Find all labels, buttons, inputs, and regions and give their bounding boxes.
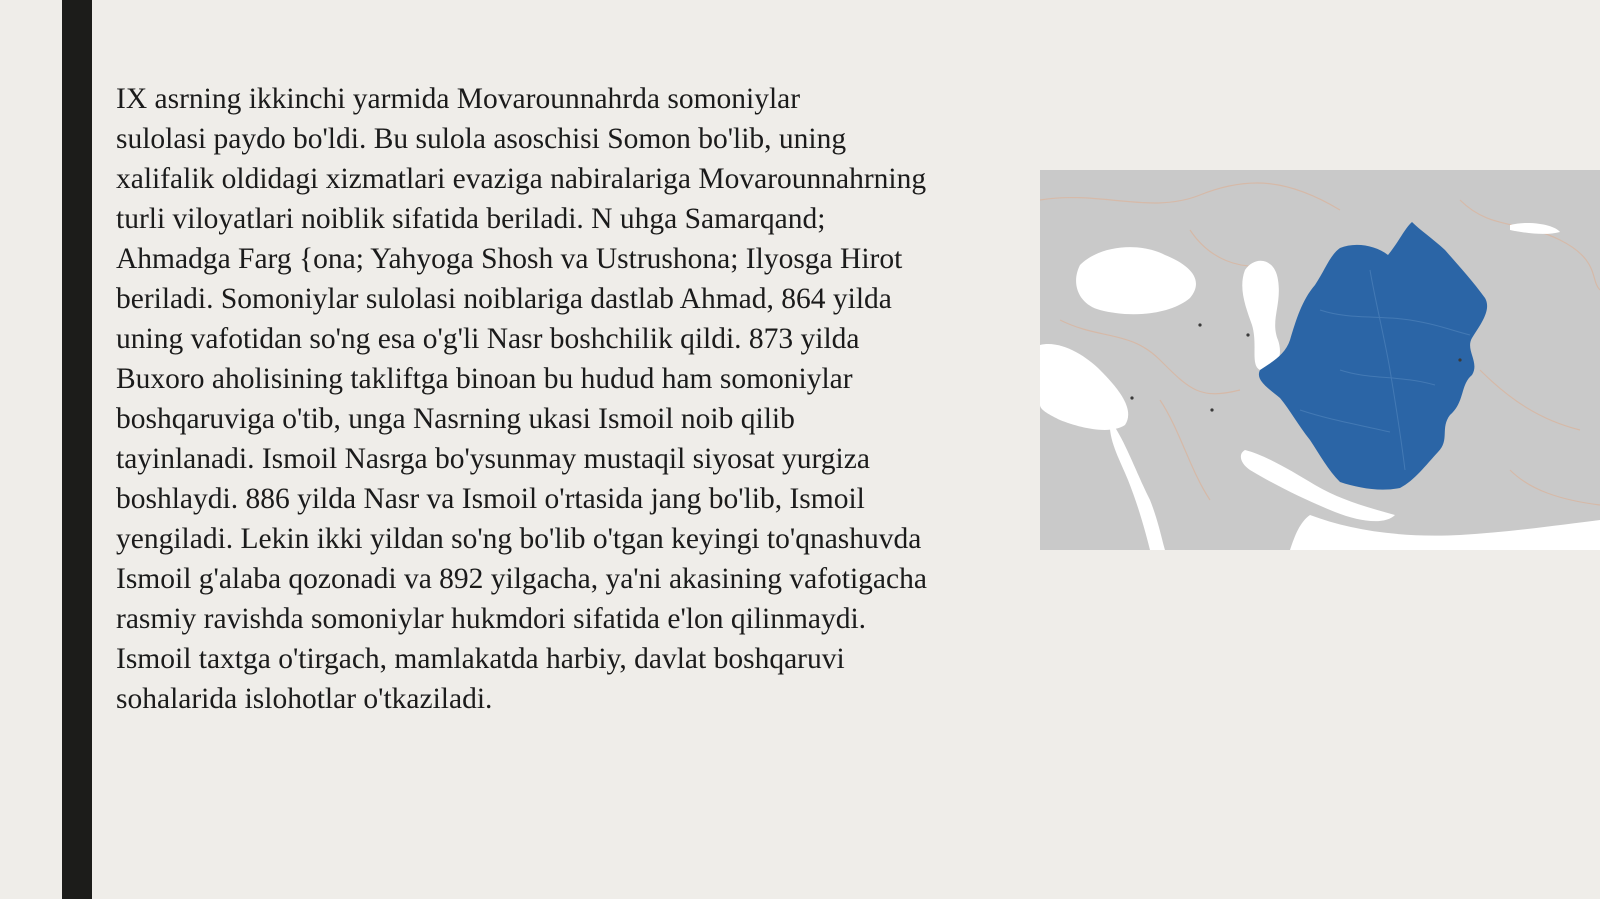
paragraph-line: uning vafotidan so'ng esa o'g'li Nasr boshchilik qildi. 873 yilda: [116, 323, 860, 355]
paragraph-line: rasmiy ravishda somoniylar hukmdori sifatida e'lon qilinmaydi.: [116, 603, 867, 635]
paragraph-line: boshlaydi. 886 yilda Nasr va Ismoil o'rtasida jang bo'lib, Ismoil: [116, 483, 865, 515]
paragraph-line: boshqaruviga o'tib, unga Nasrning ukasi Ismoil noib qilib: [116, 403, 795, 435]
samanid-map-image: [1040, 170, 1600, 550]
paragraph-line: IX asrning ikkinchi yarmida Movarounnahrda somoniylar: [116, 83, 801, 115]
body-paragraph: [116, 79, 1046, 719]
map-graphic: [1040, 170, 1600, 550]
paragraph-line: Ismoil taxtga o'tirgach, mamlakatda harbiy, davlat boshqaruvi: [116, 643, 845, 675]
paragraph-line: turli viloyatlari noiblik sifatida beriladi. N uhga Samarqand;: [116, 203, 826, 235]
paragraph-line: Buxoro aholisining takliftga binoan bu hudud ham somoniylar: [116, 363, 853, 395]
paragraph-line: Ismoil g'alaba qozonadi va 892 yilgacha, ya'ni akasining vafotigacha: [116, 563, 927, 595]
accent-bar: [62, 0, 92, 899]
paragraph-line: Ahmadga Farg {ona; Yahyoga Shosh va Ustrushona; Ilyosga Hirot: [116, 243, 903, 275]
paragraph-line: beriladi. Somoniylar sulolasi noiblariga dastlab Ahmad, 864 yilda: [116, 283, 892, 315]
paragraph-line: sulolasi paydo bo'ldi. Bu sulola asoschisi Somon bo'lib, uning: [116, 123, 847, 155]
paragraph-line: xalifalik oldidagi xizmatlari evaziga nabiralariga Movarounnahrning: [116, 163, 927, 195]
paragraph-line: yengiladi. Lekin ikki yildan so'ng bo'lib o'tgan keyingi to'qnashuvda: [116, 523, 922, 555]
paragraph-line: tayinlanadi. Ismoil Nasrga bo'ysunmay mustaqil siyosat yurgiza: [116, 443, 870, 475]
paragraph-line: sohalarida islohotlar o'tkaziladi.: [116, 683, 493, 715]
